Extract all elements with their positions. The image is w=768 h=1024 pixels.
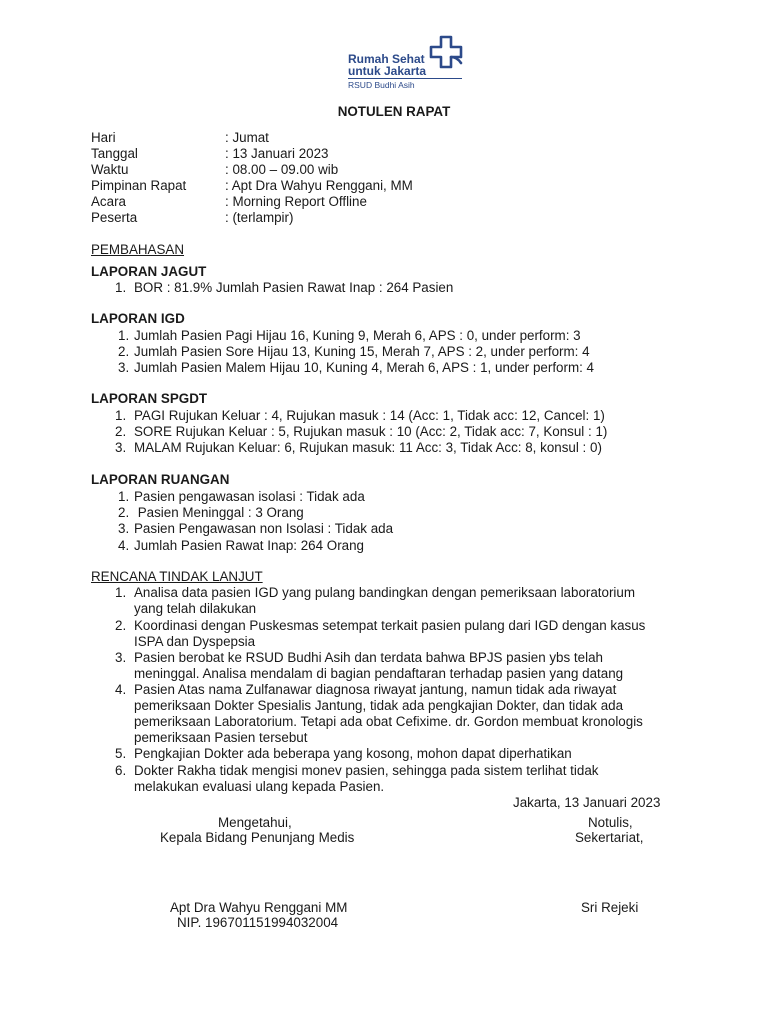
- logo-rule: [348, 78, 462, 79]
- info-label-acara: Acara: [91, 194, 126, 209]
- igd-item: Jumlah Pasien Malem Hijau 10, Kuning 4, Merah 6, APS : 1, under perform: 4: [134, 360, 594, 375]
- igd-item-number: 1.: [118, 328, 130, 343]
- info-value-waktu: : 08.00 – 09.00 wib: [225, 162, 339, 177]
- rtl-item-number: 5.: [115, 746, 127, 761]
- logo-line-2: untuk Jakarta: [348, 64, 427, 78]
- spgdt-item: PAGI Rujukan Keluar : 4, Rujukan masuk : 14 (Acc: 1, Tidak acc: 12, Cancel: 1): [134, 408, 605, 423]
- info-label-peserta: Peserta: [91, 210, 138, 225]
- info-value-pimpinan: : Apt Dra Wahyu Renggani, MM: [225, 178, 413, 193]
- logo-line-3: RSUD Budhi Asih: [348, 80, 415, 90]
- spgdt-item: SORE Rujukan Keluar : 5, Rujukan masuk : 10 (Acc: 2, Tidak acc: 7, Konsul : 1): [134, 424, 608, 439]
- ruangan-item: Pasien Pengawasan non Isolasi : Tidak ada: [134, 521, 394, 536]
- ruangan-item-number: 1.: [118, 489, 130, 504]
- rtl-item-line: Analisa data pasien IGD yang pulang bandingkan dengan pemeriksaan laboratorium: [134, 585, 635, 600]
- signer-left-role1: Mengetahui,: [218, 815, 292, 830]
- rtl-item-number: 4.: [115, 682, 127, 697]
- igd-item: Jumlah Pasien Sore Hijau 13, Kuning 15, Merah 7, APS : 2, under perform: 4: [134, 344, 590, 359]
- rtl-item-line: Dokter Rakha tidak mengisi monev pasien, sehingga pada sistem terlihat tidak: [134, 763, 599, 778]
- ruangan-heading: LAPORAN RUANGAN: [91, 472, 230, 487]
- rtl-item-line: pemeriksaan Dokter Spesialis Jantung, tidak ada pengkajian Dokter, dan tidak ada: [134, 698, 624, 713]
- rtl-item-line: meninggal. Analisa mendalam di bagian pendaftaran terhadap pasien yang datang: [134, 666, 624, 681]
- ruangan-item-number: 2.: [118, 505, 130, 520]
- signer-left-role2: Kepala Bidang Penunjang Medis: [160, 830, 355, 845]
- hospital-logo: [348, 34, 468, 94]
- spgdt-item-number: 2.: [115, 424, 127, 439]
- rtl-item-line: pemeriksaan Pasien tersebut: [134, 730, 308, 745]
- signer-right-name: Sri Rejeki: [581, 900, 639, 915]
- spgdt-item-number: 3.: [115, 440, 127, 455]
- igd-item: Jumlah Pasien Pagi Hijau 16, Kuning 9, Merah 6, APS : 0, under perform: 3: [134, 328, 581, 343]
- rtl-item-line: Pasien berobat ke RSUD Budhi Asih dan terdata bahwa BPJS pasien ybs telah: [134, 650, 603, 665]
- rtl-item-number: 2.: [115, 618, 127, 633]
- ruangan-item: Pasien pengawasan isolasi : Tidak ada: [134, 489, 365, 504]
- igd-heading: LAPORAN IGD: [91, 311, 185, 326]
- signer-right-role1: Notulis,: [588, 815, 633, 830]
- rtl-item-line: pemeriksaan Laboratorium. Tetapi ada obat Cefixime. dr. Gordon membuat kronologis: [134, 714, 643, 729]
- info-label-hari: Hari: [91, 130, 116, 145]
- signer-left-name: Apt Dra Wahyu Renggani MM: [170, 900, 348, 915]
- rtl-item-number: 6.: [115, 763, 127, 778]
- ruangan-item-number: 3.: [118, 521, 130, 536]
- spgdt-item: MALAM Rujukan Keluar: 6, Rujukan masuk: 11 Acc: 3, Tidak Acc: 8, konsul : 0): [134, 440, 602, 455]
- rtl-item-line: Pengkajian Dokter ada beberapa yang kosong, mohon dapat diperhatikan: [134, 746, 572, 761]
- jagut-heading: LAPORAN JAGUT: [91, 264, 207, 279]
- cross-logo-icon: [428, 34, 464, 70]
- rtl-heading: RENCANA TINDAK LANJUT: [91, 569, 263, 584]
- rtl-item-line: yang telah dilakukan: [134, 601, 257, 616]
- ruangan-item: Jumlah Pasien Rawat Inap: 264 Orang: [134, 538, 365, 553]
- ruangan-item-number: 4.: [118, 538, 130, 553]
- info-value-peserta: : (terlampir): [225, 210, 294, 225]
- document-title: NOTULEN RAPAT: [337, 104, 451, 119]
- jagut-item-number: 1.: [115, 280, 127, 295]
- place-date: Jakarta, 13 Januari 2023: [513, 795, 661, 810]
- info-label-pimpinan: Pimpinan Rapat: [91, 178, 187, 193]
- spgdt-item-number: 1.: [115, 408, 127, 423]
- info-label-tanggal: Tanggal: [91, 146, 138, 161]
- signer-right-role2: Sekertariat,: [575, 830, 644, 845]
- igd-item-number: 2.: [118, 344, 130, 359]
- info-value-hari: : Jumat: [225, 130, 269, 145]
- pembahasan-heading: PEMBAHASAN: [91, 242, 185, 257]
- signer-left-nip: NIP. 196701151994032004: [177, 915, 339, 930]
- rtl-item-line: ISPA dan Dyspepsia: [134, 634, 256, 649]
- spgdt-heading: LAPORAN SPGDT: [91, 391, 208, 406]
- logo-line-1: Rumah Sehat: [348, 52, 425, 66]
- rtl-item-line: melakukan evaluasi ulang kepada Pasien.: [134, 779, 385, 794]
- info-value-acara: : Morning Report Offline: [225, 194, 367, 209]
- info-label-waktu: Waktu: [91, 162, 129, 177]
- info-value-tanggal: : 13 Januari 2023: [225, 146, 329, 161]
- rtl-item-number: 3.: [115, 650, 127, 665]
- rtl-item-number: 1.: [115, 585, 127, 600]
- jagut-item: BOR : 81.9% Jumlah Pasien Rawat Inap : 264 Pasien: [134, 280, 454, 295]
- rtl-item-line: Koordinasi dengan Puskesmas setempat terkait pasien pulang dari IGD dengan kasus: [134, 618, 646, 633]
- rtl-item-line: Pasien Atas nama Zulfanawar diagnosa riwayat jantung, namun tidak ada riwayat: [134, 682, 617, 697]
- ruangan-item: Pasien Meninggal : 3 Orang: [134, 505, 304, 520]
- igd-item-number: 3.: [118, 360, 130, 375]
